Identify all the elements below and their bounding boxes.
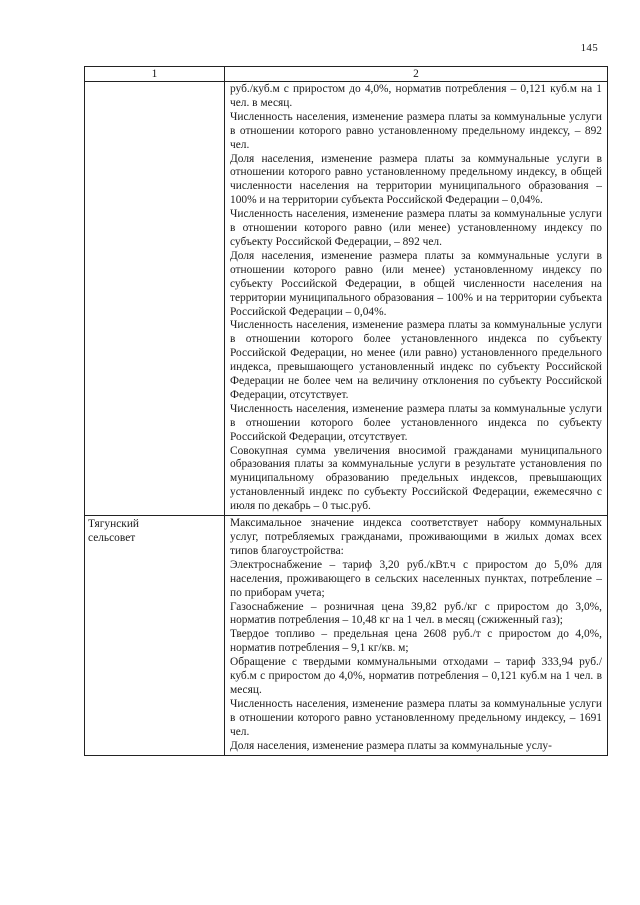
- paragraph: Твердое топливо – предельная цена 2608 руб./т с приростом до 4,0%, норматив потребления – 9,1 кг/кв. м;: [230, 628, 602, 655]
- paragraph: Численность населения, изменение размера платы за коммунальные услуги в отношении которого равно установленному предельному индексу, – 892 чел.: [230, 110, 602, 151]
- paragraph: Газоснабжение – розничная цена 39,82 руб./кг с приростом до 3,0%, норматив потребления – 10,48 кг на 1 чел. в месяц (сжиженный газ);: [230, 600, 602, 627]
- paragraph: Электроснабжение – тариф 3,20 руб./кВт.ч с приростом до 5,0% для населения, проживающего в сельских населенных пунктах, потребление – по приборам учета;: [230, 558, 602, 599]
- paragraph: Максимальное значение индекса соответствует набору коммунальных услуг, потребляемых гражданами, проживающими в жилых домах всех типов благоустройства:: [230, 517, 602, 557]
- document-table: [84, 66, 608, 756]
- region-cell: [85, 82, 225, 516]
- content-cell: [225, 82, 608, 516]
- paragraph: Обращение с твердыми коммунальными отходами – тариф 333,94 руб./куб.м с приростом до 4,0%, норматив потребления – 0,121 куб.м на 1 чел. в месяц.: [230, 656, 602, 696]
- paragraph: Доля населения, изменение размера платы за коммунальные услуги в отношении которого равно (или менее) установленному индексу по субъекту Российской Федерации, в общей численности населения на территории муниципального образования – 100% и на территории субъекта Российской Федерации – 0,04%.: [230, 249, 602, 318]
- paragraph: Совокупная сумма увеличения вносимой гражданами муниципального образования платы за коммунальные услуги в результате установления по муниципальному образованию предельных индексов, превышающих установленный индекс по субъекту Российской Федерации, ежемесячно с июля по декабрь – 0 тыс.руб.: [230, 444, 602, 513]
- paragraph: Численность населения, изменение размера платы за коммунальные услуги в отношении которого более установленного индекса по субъекту Российской Федерации, отсутствует.: [230, 402, 602, 443]
- paragraph: Численность населения, изменение размера платы за коммунальные услуги в отношении которого равно установленному предельному индексу, – 1691 чел.: [230, 697, 602, 738]
- content-cell: [225, 516, 608, 755]
- page-number: 145: [580, 42, 598, 54]
- paragraph: руб./куб.м с приростом до 4,0%, норматив потребления – 0,121 куб.м на 1 чел. в месяц.: [230, 83, 602, 109]
- column-header-1: 1: [85, 67, 225, 82]
- region-cell: [85, 516, 225, 755]
- paragraph: Численность населения, изменение размера платы за коммунальные услуги в отношении которого более установленного индекса по субъекту Российской Федерации, но менее (или равно) установленного предельного индекса, превышающего установленный индекс по субъекту Российской Федерации не более чем на величину отклонения по субъекту Российской Федерации, отсутствует.: [230, 319, 602, 401]
- table-row: [85, 82, 608, 516]
- paragraph: Доля населения, изменение размера платы за коммунальные услу-: [230, 739, 552, 752]
- table-row: [85, 516, 608, 755]
- column-header-2: 2: [225, 67, 608, 82]
- paragraph: Численность населения, изменение размера платы за коммунальные услуги в отношении которого равно (или менее) установленному индексу по субъекту Российской Федерации, – 892 чел.: [230, 208, 602, 248]
- region-name-line: сельсовет: [88, 532, 136, 544]
- paragraph: Доля населения, изменение размера платы за коммунальные услуги в отношении которого равно установленному предельному индексу, в общей численности населения на территории муниципального образования – 100% и на территории субъекта Российской Федерации – 0,04%.: [230, 152, 602, 207]
- table-header-row: [85, 67, 608, 82]
- region-name-line: Тягунский: [88, 518, 140, 531]
